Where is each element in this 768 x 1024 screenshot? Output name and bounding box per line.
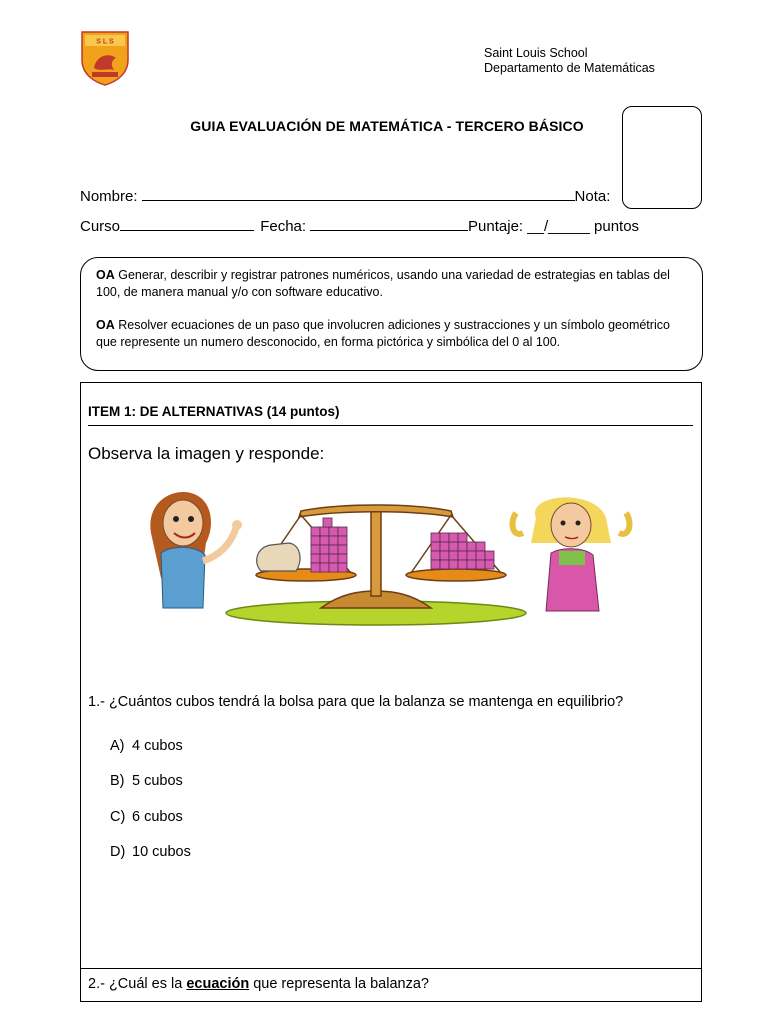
puntaje-blank[interactable]: __/_____ <box>527 218 590 235</box>
option-d[interactable] <box>110 844 191 860</box>
divider <box>88 425 693 426</box>
objective-tag: OA <box>96 268 115 282</box>
option-letter: D) <box>110 844 126 860</box>
curso-label: Curso <box>80 218 121 235</box>
nombre-field[interactable] <box>142 188 575 201</box>
school-info <box>484 46 655 76</box>
option-text: 6 cubos <box>132 809 183 825</box>
objectives-box <box>80 257 703 371</box>
fecha-label: Fecha: <box>260 218 307 235</box>
option-a[interactable] <box>110 738 183 754</box>
objective-text: Resolver ecuaciones de un paso que involucren adiciones y sustracciones y un símbolo geométrico que represente un numero desconocido, en forma pictórica y simbólica del 0 al 100. <box>96 318 670 349</box>
divider <box>81 968 701 969</box>
option-text: 5 cubos <box>132 773 183 789</box>
option-text: 10 cubos <box>132 844 191 860</box>
question-2-text: 2.- ¿Cuál es la <box>88 976 187 992</box>
option-b[interactable] <box>110 773 183 789</box>
item-1-title: ITEM 1: DE ALTERNATIVAS (14 puntos) <box>88 404 340 419</box>
option-text: 4 cubos <box>132 738 183 754</box>
girl-right <box>512 497 629 611</box>
option-c[interactable] <box>110 809 183 825</box>
nota-label: Nota: <box>574 188 611 205</box>
objective-text: Generar, describir y registrar patrones numéricos, usando una variedad de estrategias en tablas del 100, de manera manual y/o con software educativo. <box>96 268 670 299</box>
question-2-text-end: que representa la balanza? <box>249 976 429 992</box>
curso-row <box>80 218 639 235</box>
balance-scale-illustration <box>141 483 641 628</box>
girl-left <box>150 492 242 608</box>
option-letter: A) <box>110 738 125 754</box>
curso-field[interactable] <box>120 218 254 231</box>
school-logo <box>80 30 130 86</box>
instruction-text: Observa la imagen y responde: <box>88 444 325 463</box>
page-title: GUIA EVALUACIÓN DE MATEMÁTICA - TERCERO BÁSICO <box>190 118 584 134</box>
question-2-keyword: ecuación <box>186 976 250 992</box>
question-2 <box>88 976 429 992</box>
option-letter: C) <box>110 809 126 825</box>
question-1: 1.- ¿Cuántos cubos tendrá la bolsa para que la balanza se mantenga en equilibrio? <box>88 694 624 710</box>
department-name: Departamento de Matemáticas <box>484 61 655 75</box>
objective-1 <box>96 267 686 300</box>
item-1-box <box>80 382 702 1002</box>
grade-box[interactable] <box>622 106 702 209</box>
puntos-label: puntos <box>594 218 640 235</box>
nombre-row <box>80 188 610 205</box>
objective-tag: OA <box>96 318 115 332</box>
nombre-label: Nombre: <box>80 188 138 205</box>
fecha-field[interactable] <box>310 218 468 231</box>
svg-text:S L S: S L S <box>96 38 114 46</box>
puntaje-label: Puntaje: <box>468 218 524 235</box>
school-name: Saint Louis School <box>484 46 588 60</box>
objective-2 <box>96 317 686 350</box>
option-letter: B) <box>110 773 125 789</box>
